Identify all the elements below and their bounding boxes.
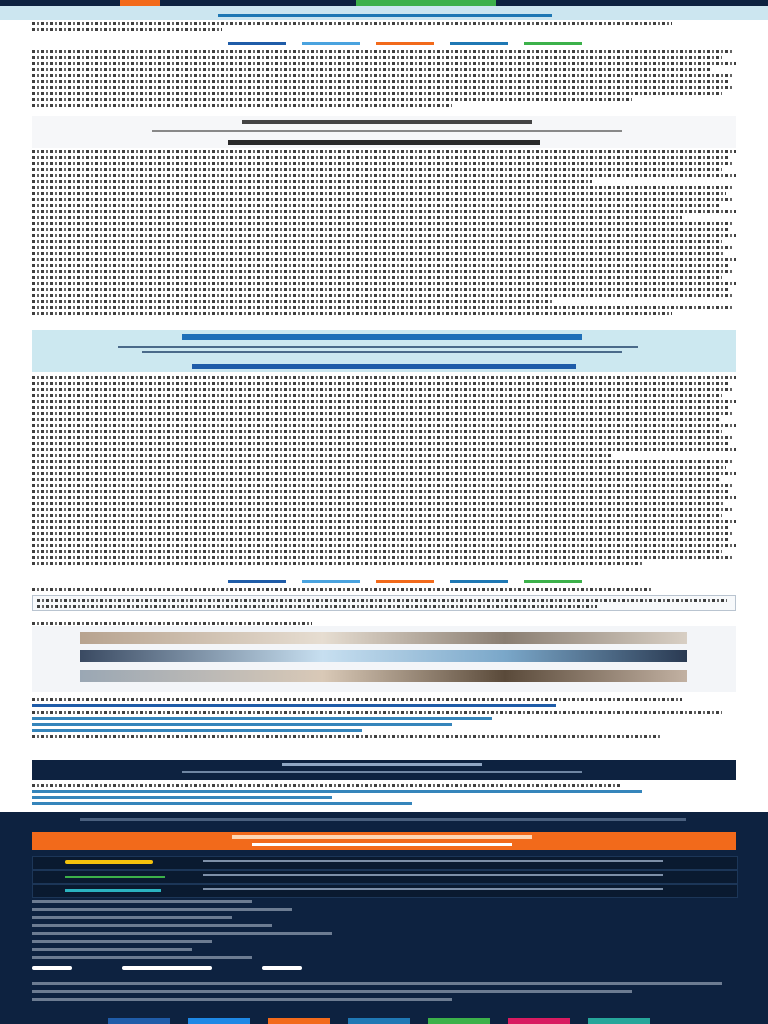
share-linkedin-button[interactable] [450, 580, 508, 583]
footer-link[interactable] [32, 900, 252, 903]
promo-heading-line [182, 334, 582, 340]
article-intro [32, 22, 736, 34]
promo-box-essay [32, 116, 736, 148]
help-cta-banner[interactable] [32, 832, 736, 850]
related-article-thumb-1[interactable] [80, 632, 687, 644]
footer-legal-text [32, 982, 736, 1006]
share-buttons-bottom [228, 580, 582, 583]
footer-link-list [32, 900, 332, 964]
more-links [32, 784, 736, 808]
pinterest-icon[interactable] [508, 1018, 570, 1024]
promo-button[interactable] [192, 364, 576, 369]
promo-subheading-line [118, 346, 638, 348]
footer-link[interactable] [32, 908, 292, 911]
reddit-icon[interactable] [268, 1018, 330, 1024]
share-twitter-button[interactable] [302, 42, 360, 45]
linkedin-icon[interactable] [348, 1018, 410, 1024]
article-paragraph-1 [32, 50, 736, 114]
share-reddit-button[interactable] [376, 42, 434, 45]
twitter-icon[interactable] [188, 1018, 250, 1024]
whatsapp-icon[interactable] [428, 1018, 490, 1024]
facebook-icon[interactable] [108, 1018, 170, 1024]
subnav-link-line[interactable] [218, 14, 552, 17]
email-icon[interactable] [588, 1018, 650, 1024]
related-article-thumb-2[interactable] [80, 650, 687, 662]
footer-service-row-1[interactable] [32, 856, 738, 870]
related-link-bar[interactable] [32, 704, 556, 707]
secondary-navigation-bar [0, 6, 768, 20]
share-facebook-button[interactable] [228, 580, 286, 583]
share-reddit-button[interactable] [376, 580, 434, 583]
article-paragraph-2 [32, 150, 736, 326]
promo-box-services [32, 330, 736, 372]
footer-service-row-2[interactable] [32, 870, 738, 884]
share-twitter-button[interactable] [302, 580, 360, 583]
promo-subheading-line [152, 130, 622, 132]
promo-heading-line [242, 120, 532, 124]
share-facebook-button[interactable] [228, 42, 286, 45]
share-whatsapp-button[interactable] [524, 580, 582, 583]
social-links [108, 1018, 650, 1024]
inline-dark-banner [32, 760, 736, 780]
citation-box[interactable] [32, 595, 736, 611]
share-linkedin-button[interactable] [450, 42, 508, 45]
promo-subheading-line-2 [142, 351, 622, 353]
footer-link[interactable] [32, 956, 252, 959]
footer-link[interactable] [32, 948, 192, 951]
share-buttons-top [228, 42, 582, 45]
related-links [32, 698, 736, 741]
cite-this-work [32, 588, 736, 611]
share-whatsapp-button[interactable] [524, 42, 582, 45]
footer-link[interactable] [32, 916, 232, 919]
footer-link[interactable] [32, 940, 212, 943]
footer-link[interactable] [32, 932, 332, 935]
related-article-thumb-3[interactable] [80, 670, 687, 682]
footer-service-row-3[interactable] [32, 884, 738, 898]
promo-button[interactable] [228, 140, 540, 145]
footer-logo-row [32, 966, 512, 970]
footer-link[interactable] [32, 924, 272, 927]
article-paragraph-3 [32, 376, 736, 576]
